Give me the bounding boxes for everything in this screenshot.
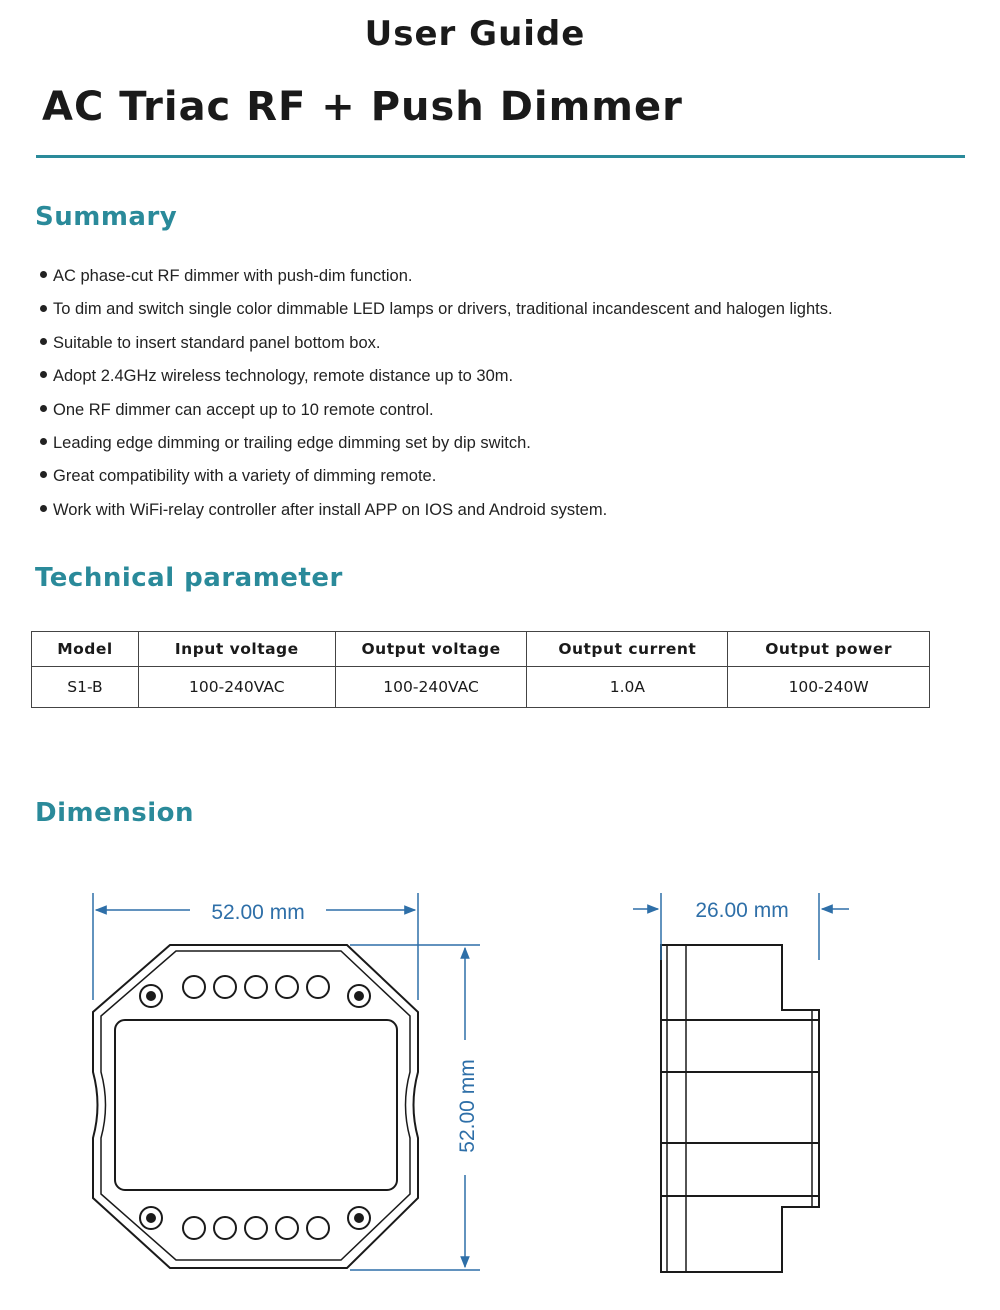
side-outline xyxy=(661,945,819,1272)
terminal-hole-icon xyxy=(183,976,205,998)
technical-heading: Technical parameter xyxy=(35,563,343,593)
table-cell: 100-240VAC xyxy=(138,667,335,708)
table-cell: 1.0A xyxy=(527,667,728,708)
product-title: AC Triac RF + Push Dimmer xyxy=(42,84,683,130)
terminal-hole-icon xyxy=(245,976,267,998)
summary-item: One RF dimmer can accept up to 10 remote control. xyxy=(40,396,833,429)
summary-heading: Summary xyxy=(35,202,178,232)
column-header: Output current xyxy=(527,632,728,667)
terminal-hole-icon xyxy=(214,976,236,998)
column-header: Output power xyxy=(728,632,930,667)
table-cell: 100-240VAC xyxy=(335,667,527,708)
summary-item: To dim and switch single color dimmable LED lamps or drivers, traditional incandescent and halogen lights. xyxy=(40,295,833,328)
terminal-hole-icon xyxy=(307,1217,329,1239)
summary-item: Adopt 2.4GHz wireless technology, remote distance up to 30m. xyxy=(40,362,833,395)
front-height-label: 52.00 mm xyxy=(456,1059,479,1153)
column-header: Input voltage xyxy=(138,632,335,667)
terminal-hole-icon xyxy=(276,1217,298,1239)
front-window xyxy=(115,1020,397,1190)
summary-item: Work with WiFi-relay controller after install APP on IOS and Android system. xyxy=(40,496,833,529)
terminal-hole-icon xyxy=(183,1217,205,1239)
terminal-hole-icon xyxy=(214,1217,236,1239)
column-header: Model xyxy=(32,632,139,667)
doc-title: User Guide xyxy=(364,14,586,54)
side-view xyxy=(661,945,819,1272)
summary-item: Leading edge dimming or trailing edge dimming set by dip switch. xyxy=(40,429,833,462)
table-cell: S1-B xyxy=(32,667,139,708)
column-header: Output voltage xyxy=(335,632,527,667)
summary-item: AC phase-cut RF dimmer with push-dim function. xyxy=(40,262,833,295)
front-width-label: 52.00 mm xyxy=(211,901,305,924)
side-depth-label: 26.00 mm xyxy=(695,899,789,922)
summary-item: Great compatibility with a variety of dimming remote. xyxy=(40,462,833,495)
table-cell: 100-240W xyxy=(728,667,930,708)
terminal-hole-icon xyxy=(276,976,298,998)
summary-item: Suitable to insert standard panel bottom box. xyxy=(40,329,833,362)
terminal-hole-icon xyxy=(307,976,329,998)
front-view xyxy=(93,945,418,1268)
dimension-heading: Dimension xyxy=(35,798,194,828)
terminal-hole-icon xyxy=(245,1217,267,1239)
